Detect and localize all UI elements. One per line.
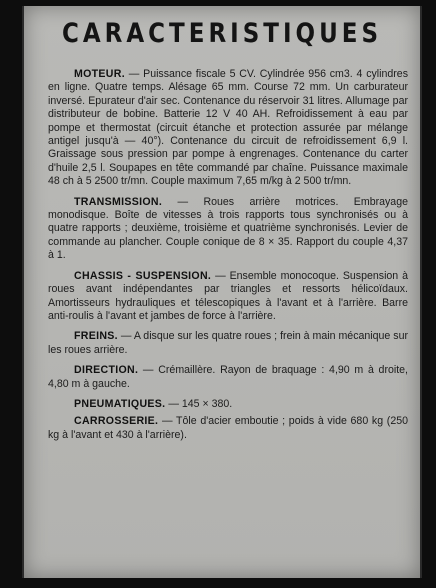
section-freins <box>48 330 408 357</box>
specifications-body <box>48 68 408 449</box>
section-heading: CHASSIS - SUSPENSION. <box>74 269 212 282</box>
section-text: — Tôle d'acier emboutie ; poids à vide 680 kg (250 kg à l'avant et 430 à l'arrière). <box>48 415 408 441</box>
section-heading: DIRECTION. <box>74 364 139 377</box>
section-text: — Puissance fiscale 5 CV. Cylindrée 956 cm3. 4 cylindres en ligne. Quatre temps. Alésage 65 mm. Course 72 mm. Un carburateur inversé. Epurateur d'air sec. Contenance du réservoir 31 litres. Allumage par distributeur de bobine. Batterie 12 V 40 AH. Refroidissement à eau par pompe et thermostat (circuit étanche et protection assurée par mélange antigel jusqu'à — 40°). Contenance du circuit de refroidissement 6,9 l. Graissage sous pression par pompe à engrenages. Contenance du carter d'huile 2,5 l. Soupapes en tête commandé par chaîne. Puissance maximale 48 ch à 5 2500 tr/mn. Couple maximum 7,65 m/kg à 2 500 tr/mn. <box>48 68 408 188</box>
section-carrosserie <box>48 415 408 442</box>
section-heading: CARROSSERIE. <box>74 415 159 428</box>
section-heading: TRANSMISSION. <box>74 195 163 208</box>
section-direction <box>48 364 408 391</box>
section-transmission <box>48 196 408 263</box>
section-moteur <box>48 68 408 189</box>
section-pneumatiques <box>48 398 408 411</box>
section-text: — 145 × 380. <box>165 397 233 410</box>
section-heading: PNEUMATIQUES. <box>74 397 166 410</box>
section-text: — Ensemble monocoque. Suspension à roues avant indépendantes par triangles et ressorts hélicoïdaux. Amortisseurs hydrauliques et télescopiques à l'avant et à l'arrière. Barre anti-roulis à l'avant et jambes de force à l'arrière. <box>48 269 409 322</box>
section-text: — Roues arrière motrices. Embrayage monodisque. Boîte de vitesses à trois rapports tous synchronisés ou à quatre rapports ; deuxième, troisième et quatrième synchronisés. Levier de commande au plancher. Couple conique de 8 × 35. Rapport du couple 4,37 à 1. <box>48 195 408 262</box>
section-heading: FREINS. <box>74 330 118 343</box>
page-title: CARACTERISTIQUES <box>61 19 383 49</box>
document-page <box>22 6 422 578</box>
section-text: — Crémaillère. Rayon de braquage : 4,90 m à droite, 4,80 m à gauche. <box>48 364 408 390</box>
section-chassis-suspension <box>48 270 408 324</box>
section-text: — A disque sur les quatre roues ; frein à main mécanique sur les roues arrière. <box>48 330 408 356</box>
section-heading: MOTEUR. <box>74 68 125 80</box>
